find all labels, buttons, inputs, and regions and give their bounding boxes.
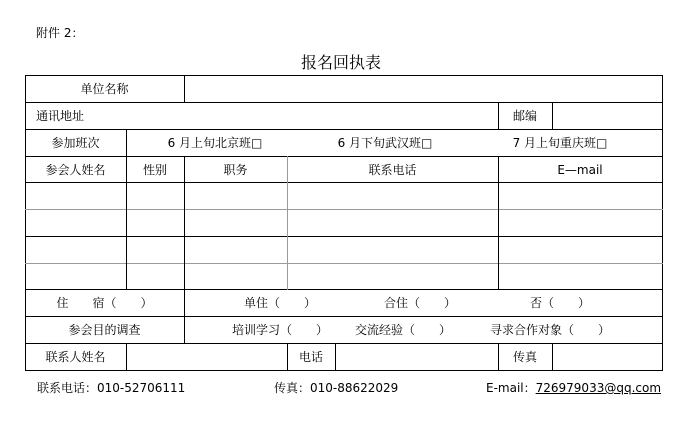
purpose-option-exchange[interactable]: 交流经验（ ） bbox=[354, 323, 451, 337]
position-header: 职务 bbox=[223, 163, 248, 177]
phone-header: 联系电话 bbox=[368, 163, 417, 177]
session-option-wuhan[interactable]: 6 月下旬武汉班□ bbox=[337, 136, 433, 150]
registration-form-table bbox=[25, 75, 663, 371]
email-header: E—mail bbox=[557, 162, 603, 177]
email-line bbox=[486, 379, 661, 396]
form-title: 报名回执表 bbox=[300, 53, 381, 72]
col-divider bbox=[126, 343, 127, 371]
phone-label: 电话 bbox=[298, 350, 323, 364]
session-option-beijing[interactable]: 6 月上旬北京班□ bbox=[167, 136, 263, 150]
row-divider bbox=[25, 263, 663, 264]
unit-name-label: 单位名称 bbox=[80, 82, 129, 96]
col-divider bbox=[552, 343, 553, 371]
col-divider bbox=[335, 343, 336, 371]
attachment-label: 附件 2： bbox=[36, 26, 84, 40]
lodging-option-none[interactable]: 否（ ） bbox=[529, 296, 590, 310]
fax-label: 传真 bbox=[512, 350, 537, 364]
contact-name-label: 联系人姓名 bbox=[45, 350, 106, 364]
col-divider bbox=[184, 289, 185, 343]
postcode-label: 邮编 bbox=[512, 109, 537, 123]
address-label: 通讯地址 bbox=[35, 109, 84, 123]
lodging-option-shared[interactable]: 合住（ ） bbox=[383, 296, 456, 310]
postcode-field[interactable] bbox=[553, 102, 662, 129]
unit-name-field[interactable] bbox=[185, 75, 662, 102]
lodging-label: 住 宿（ ） bbox=[56, 296, 153, 310]
gender-header: 性别 bbox=[142, 163, 167, 177]
contact-phone: 联系电话：010-52706111 bbox=[37, 381, 186, 395]
session-label: 参加班次 bbox=[51, 136, 100, 150]
participant-name-header: 参会人姓名 bbox=[45, 163, 106, 177]
email-link[interactable]: 726979033@qq.com bbox=[535, 381, 662, 395]
row-divider bbox=[25, 236, 663, 237]
purpose-option-training[interactable]: 培训学习（ ） bbox=[231, 323, 328, 337]
session-option-chongqing[interactable]: 7 月上旬重庆班□ bbox=[512, 136, 608, 150]
fax-number: 传真：010-88622029 bbox=[274, 381, 399, 395]
row-divider bbox=[25, 209, 663, 210]
lodging-option-single[interactable]: 单住（ ） bbox=[243, 296, 316, 310]
email-label: E-mail： bbox=[486, 381, 536, 395]
col-divider bbox=[126, 129, 127, 156]
address-field[interactable] bbox=[95, 102, 498, 129]
purpose-option-cooperation[interactable]: 寻求合作对象（ ） bbox=[489, 323, 610, 337]
purpose-label: 参会目的调查 bbox=[68, 323, 141, 337]
